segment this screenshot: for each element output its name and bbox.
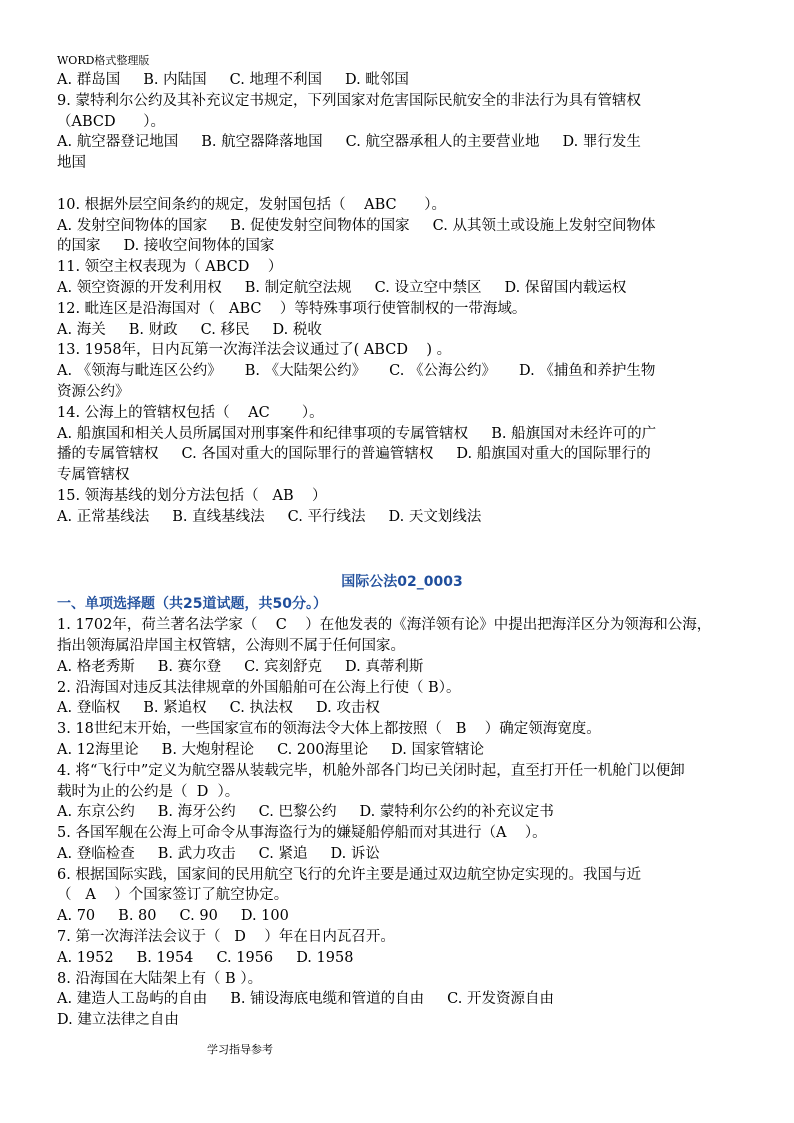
text-line: A. 航空器登记地国 B. 航空器降落地国 C. 航空器承租人的主要营业地 D. 罪行发生 [57,134,641,151]
text-line: 13. 1958年，日内瓦第一次海洋法会议通过了( ABCD ) 。 [57,342,452,359]
text-line: 指出领海属沿岸国主权管辖，公海则不属于任何国家。 [57,637,405,654]
text-line: （ABCD ）。 [57,113,166,130]
text-line: A. 70 B. 80 C. 90 D. 100 [57,908,289,925]
text-line: 7. 第一次海洋法会议于（ D ）年在日内瓦召开。 [57,929,395,946]
text-line: 地国 [57,155,86,172]
text-line: D. 建立法律之自由 [57,1012,179,1029]
text-line: A. 1952 B. 1954 C. 1956 D. 1958 [57,949,354,966]
text-line: A. 登临权 B. 紧追权 C. 执法权 D. 攻击权 [57,700,380,717]
text-line: 11. 领空主权表现为（ ABCD ） [57,259,283,276]
text-line: 载时为止的公约是（ D ）。 [57,783,240,800]
text-line: A. 船旗国和相关人员所属国对刑事案件和纪律事项的专属管辖权 B. 船旗国对未经许可的广 [57,425,657,442]
blank-line [57,548,747,569]
text-line: 资源公约》 [57,383,130,400]
text-line: A. 发射空间物体的国家 B. 促使发射空间物体的国家 C. 从其领土或设施上发射空间物体 [57,217,656,234]
text-line: A. 正常基线法 B. 直线基线法 C. 平行线法 D. 天文划线法 [57,508,482,525]
text-line: A. 《领海与毗连区公约》 B. 《大陆架公约》 C. 《公海公约》 D. 《捕鱼和养护生物 [57,363,656,380]
blank-line [57,528,747,549]
text-line: 14. 公海上的管辖权包括（ AC ）。 [57,404,324,421]
text-line: 12. 毗连区是沿海国对（ ABC ）等特殊事项行使管制权的一带海域。 [57,300,527,317]
text-line: 5. 各国军舰在公海上可命令从事海盗行为的嫌疑船停船而对其进行（A ）。 [57,825,547,842]
document-page [57,52,747,1031]
text-line: 2. 沿海国对违反其法律规章的外国船舶可在公海上行使（ B）。 [57,679,461,696]
text-line: 专属管辖权 [57,467,130,484]
text-line: 4. 将“飞行中”定义为航空器从装载完毕，机舱外部各门均已关闭时起，直至打开任一机舱门以便卸 [57,762,685,779]
text-line: A. 格老秀斯 B. 赛尔登 C. 宾刻舒克 D. 真蒂利斯 [57,658,424,675]
text-line: 9. 蒙特利尔公约及其补充议定书规定，下列国家对危害国际民航安全的非法行为具有管辖权 [57,92,641,109]
text-line: 3. 18世纪末开始，一些国家宣布的领海法令大体上都按照（ B ）确定领海宽度。 [57,721,601,738]
section-heading: 一、单项选择题（共25道试题，共50分。） [57,596,327,613]
question-block-part1 [57,70,747,528]
text-line: A. 12海里论 B. 大炮射程论 C. 200海里论 D. 国家管辖论 [57,741,484,758]
page-footer: 学习指导参考 [207,1043,273,1056]
text-line: A. 领空资源的开发利用权 B. 制定航空法规 C. 设立空中禁区 D. 保留国内载运权 [57,279,627,296]
section-title: 国际公法02_0003 [341,574,463,591]
text-line: 8. 沿海国在大陆架上有（ B ）。 [57,970,263,987]
text-line: A. 建造人工岛屿的自由 B. 铺设海底电缆和管道的自由 C. 开发资源自由 [57,991,554,1008]
page-header: WORD格式整理版 [57,54,150,67]
text-line: A. 海关 B. 财政 C. 移民 D. 税收 [57,321,322,338]
text-line: A. 登临检查 B. 武力攻击 C. 紧追 D. 诉讼 [57,845,380,862]
text-line: A. 东京公约 B. 海牙公约 C. 巴黎公约 D. 蒙特利尔公约的补充议定书 [57,804,554,821]
blank-line [57,174,747,195]
text-line: 6. 根据国际实践，国家间的民用航空飞行的允许主要是通过双边航空协定实现的。我国与近 [57,866,641,883]
question-block-part2 [57,615,747,1031]
text-line: 的国家 D. 接收空间物体的国家 [57,238,275,255]
text-line: 1. 1702年，荷兰著名法学家（ C ）在他发表的《海洋领有论》中提出把海洋区分为领海和公海， [57,617,712,634]
text-line: （ A ）个国家签订了航空协定。 [57,887,289,904]
text-line: 15. 领海基线的划分方法包括（ AB ） [57,487,327,504]
text-line: A. 群岛国 B. 内陆国 C. 地理不利国 D. 毗邻国 [57,72,409,88]
text-line: 播的专属管辖权 C. 各国对重大的国际罪行的普遍管辖权 D. 船旗国对重大的国际罪行的 [57,446,651,463]
text-line: 10. 根据外层空间条约的规定，发射国包括（ ABC ）。 [57,196,446,213]
